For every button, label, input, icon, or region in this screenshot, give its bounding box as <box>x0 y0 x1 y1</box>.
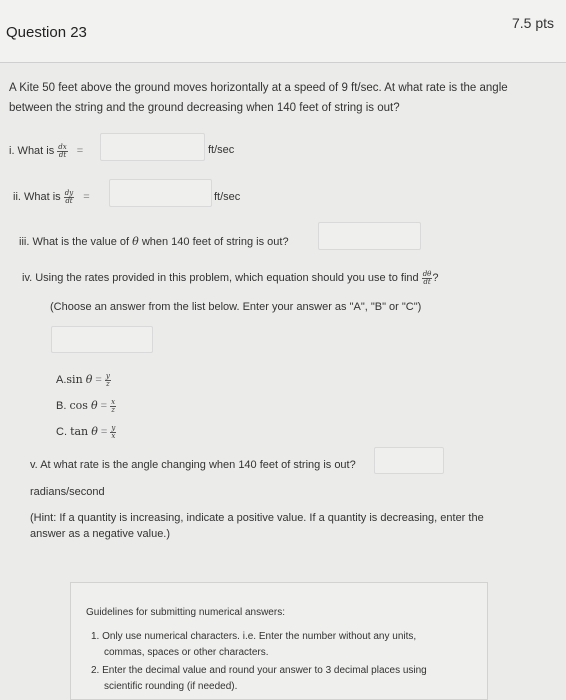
guidelines-box <box>70 582 488 700</box>
option-a-label: A. <box>56 374 67 386</box>
part-iii-text-cont: when 140 feet of string is out? <box>141 236 289 248</box>
part-iii-text: iii. What is the value of <box>19 236 130 248</box>
frac-denominator: dt <box>423 277 431 286</box>
option-b-func: cos <box>69 399 88 412</box>
hint-line1: (Hint: If a quantity is increasing, indicate a positive value. If a quantity is decreasing, enter the <box>30 512 484 524</box>
part-ii-answer-input[interactable] <box>109 179 212 207</box>
part-iv-instruction: (Choose an answer from the list below. Enter your answer as "A", "B" or "C") <box>50 301 422 313</box>
part-ii-label <box>13 189 90 205</box>
question-title: Question 23 <box>6 24 87 41</box>
equals-sign: = <box>76 145 84 157</box>
option-c <box>56 424 116 440</box>
part-v-unit: radians/second <box>30 486 105 498</box>
part-ii-prefix: ii. What is <box>13 191 61 203</box>
guideline-item1-line1: 1. Only use numerical characters. i.e. Enter the number without any units, <box>91 631 417 642</box>
frac-numerator: dy <box>64 188 74 197</box>
theta-symbol: θ <box>85 373 93 386</box>
part-ii-unit: ft/sec <box>214 191 241 203</box>
problem-text-line1: A Kite 50 feet above the ground moves horizontally at a speed of 9 ft/sec. At what rate is the angle <box>9 82 508 94</box>
part-iv-question <box>22 270 439 286</box>
dtheta-dt-fraction <box>422 271 433 286</box>
guidelines-title: Guidelines for submitting numerical answers: <box>86 607 285 618</box>
question-points: 7.5 pts <box>511 15 554 31</box>
part-i-prefix: i. What is <box>9 145 55 157</box>
problem-text-line2: between the string and the ground decreasing when 140 feet of string is out? <box>9 102 400 114</box>
frac-denominator: x <box>111 431 116 440</box>
option-b <box>56 398 116 414</box>
frac-denominator: dt <box>65 196 73 205</box>
theta-symbol: θ <box>91 425 98 438</box>
guideline-item1-line2: commas, spaces or other characters. <box>104 647 269 658</box>
frac-denominator: z <box>106 379 110 388</box>
part-iv-text: iv. Using the rates provided in this problem, which equation should you use to find <box>22 272 419 284</box>
frac-numerator: y <box>105 371 110 380</box>
guideline-item2-line2: scientific rounding (if needed). <box>104 681 238 692</box>
theta-symbol: θ <box>90 399 98 412</box>
equals-sign: = <box>100 426 108 438</box>
equals-sign: = <box>83 191 90 203</box>
part-i-label <box>9 143 83 159</box>
option-a-func: sin <box>66 373 83 386</box>
part-v-question: v. At what rate is the angle changing when 140 feet of string is out? <box>30 459 356 471</box>
hint-line2: answer as a negative value.) <box>30 528 171 540</box>
frac-denominator: dt <box>58 150 67 159</box>
part-iii-question <box>19 234 289 250</box>
option-a <box>56 372 111 388</box>
option-c-label: C. <box>56 426 67 438</box>
part-i-answer-input[interactable] <box>100 133 205 161</box>
option-a-fraction <box>105 373 111 388</box>
guideline-item2-line1: 2. Enter the decimal value and round your answer to 3 decimal places using <box>91 665 427 676</box>
part-i-unit: ft/sec <box>208 144 235 156</box>
dx-dt-fraction <box>57 144 67 159</box>
part-iv-answer-input[interactable] <box>51 326 153 353</box>
theta-symbol: θ <box>132 235 139 248</box>
option-c-fraction <box>110 425 116 440</box>
frac-numerator: dx <box>58 142 67 151</box>
equals-sign: = <box>95 374 102 386</box>
question-header <box>0 0 566 63</box>
frac-numerator: dθ <box>422 269 432 278</box>
frac-numerator: y <box>111 423 116 432</box>
option-c-func: tan <box>70 425 89 438</box>
part-v-answer-input[interactable] <box>374 447 444 474</box>
option-b-fraction <box>110 399 116 414</box>
option-b-label: B. <box>56 400 67 412</box>
dy-dt-fraction <box>64 190 74 205</box>
question-mark: ? <box>432 272 439 284</box>
part-iii-answer-input[interactable] <box>318 222 421 250</box>
frac-denominator: z <box>111 405 115 414</box>
equals-sign: = <box>100 400 108 412</box>
frac-numerator: x <box>111 397 116 406</box>
